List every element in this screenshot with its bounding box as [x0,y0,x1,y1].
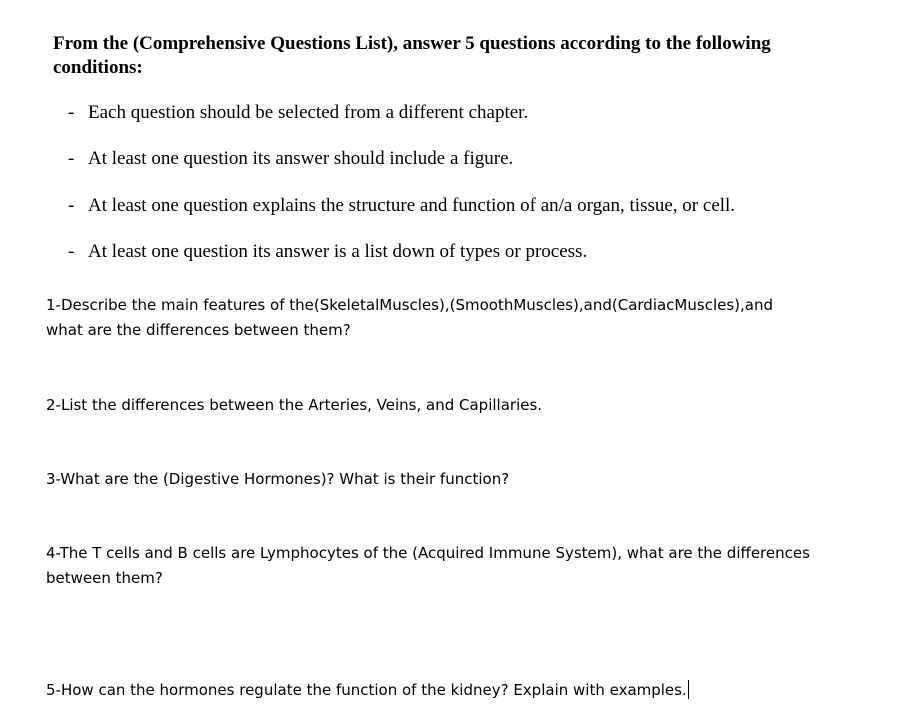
text-cursor [688,680,689,699]
condition-item [68,239,587,265]
instructions-heading: From the (Comprehensive Questions List), answer 5 questions according to the following conditions: [53,33,771,78]
question-3[interactable]: 3-What are the (Digestive Hormones)? What is their function? [46,470,510,488]
list-dash: - [68,102,75,123]
question-1[interactable]: 1-Describe the main features of the(SkeletalMuscles),(SmoothMuscles),and(CardiacMuscles),and what are the differences between them? [46,296,773,339]
list-dash: - [68,241,75,262]
condition-text: At least one question explains the structure and function of an/a organ, tissue, or cell. [88,195,736,216]
condition-text: At least one question its answer is a list down of types or process. [88,241,588,262]
condition-item [68,146,513,172]
question-5[interactable] [46,678,846,703]
list-dash: - [68,148,75,169]
condition-item [68,193,735,219]
question-5-text[interactable]: 5-How can the hormones regulate the function of the kidney? Explain with examples. [46,681,687,699]
condition-text: At least one question its answer should include a figure. [88,148,514,169]
list-dash: - [68,195,75,216]
question-4[interactable]: 4-The T cells and B cells are Lymphocytes of the (Acquired Immune System), what are the differences between them? [46,544,810,587]
condition-item [68,100,528,126]
condition-text: Each question should be selected from a different chapter. [88,102,529,123]
question-2[interactable]: 2-List the differences between the Arteries, Veins, and Capillaries. [46,396,543,414]
